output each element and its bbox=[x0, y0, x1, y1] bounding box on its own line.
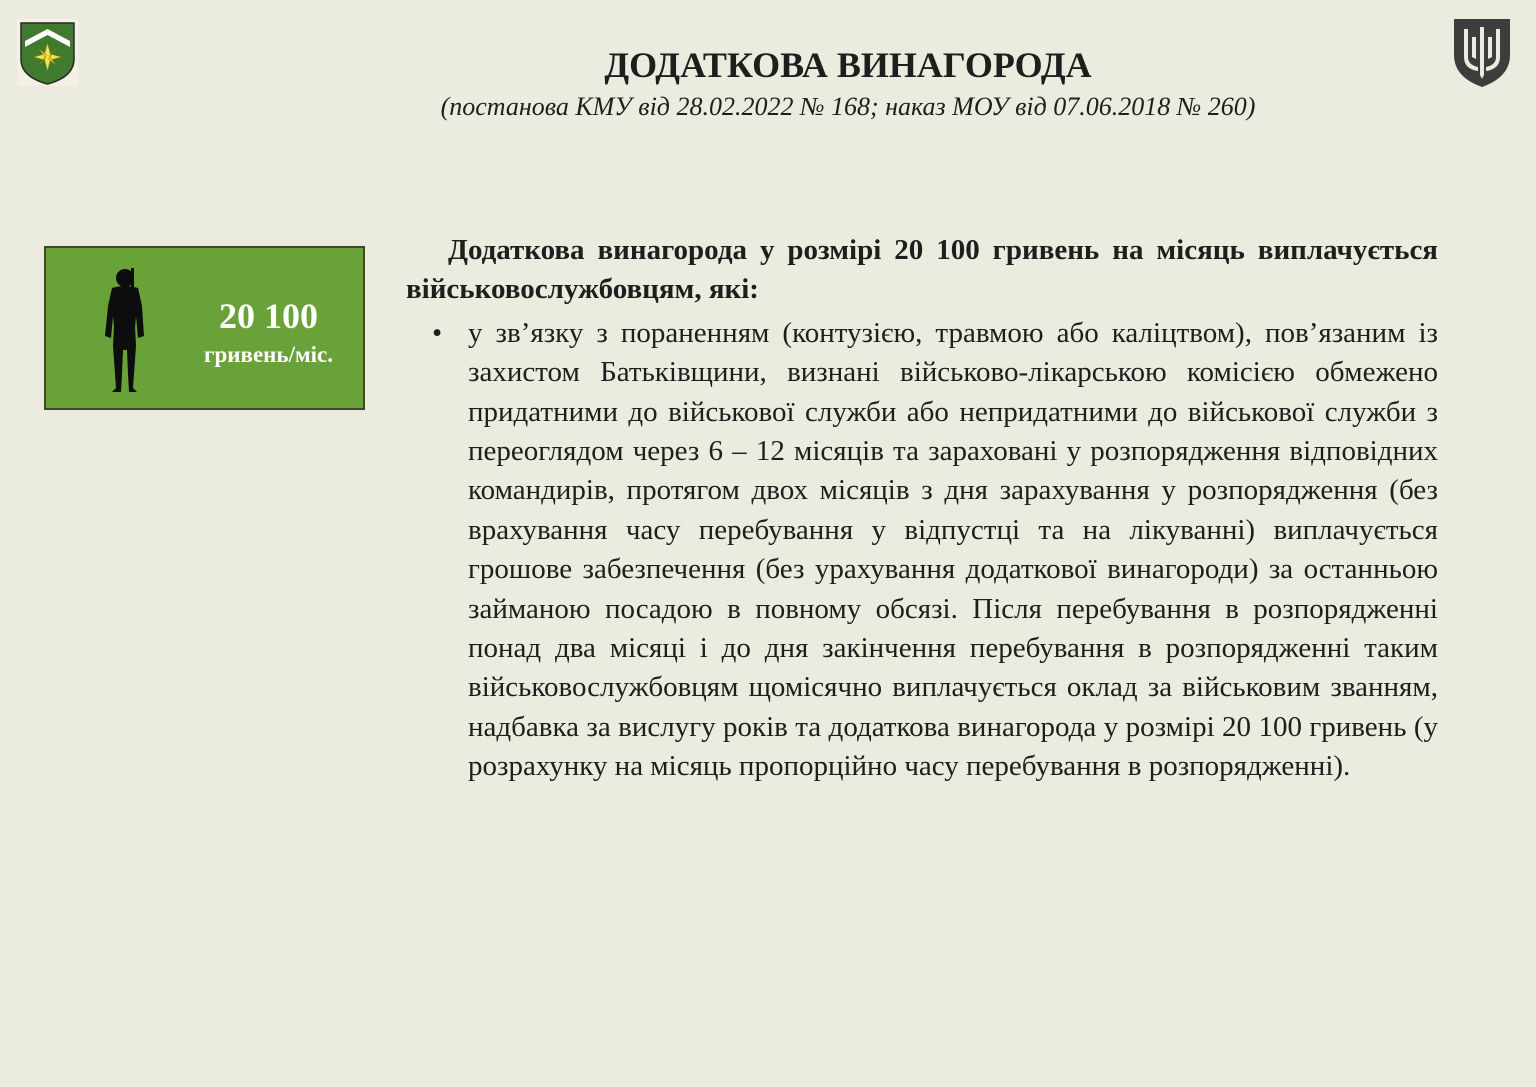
list-item bbox=[406, 314, 1438, 787]
main-content bbox=[406, 231, 1438, 787]
amount-unit: гривень/міс. bbox=[204, 342, 333, 367]
lead-paragraph: Додаткова винагорода у розмірі 20 100 гривень на місяць виплачується військовослужбовцям, які: bbox=[406, 234, 1438, 306]
amount-badge bbox=[44, 246, 365, 410]
list-item-text: у зв’язку з пораненням (контузією, травмою або каліцтвом), пов’язаним із захистом Батьківщини, визнані військово-лікарською комісією обмежено придатними до військової служби або непридатними до військової служби з переоглядом через 6 – 12 місяців та зараховані у розпорядження відповідних командирів, протягом двох місяців з дня зарахування у розпорядження (без врахування часу перебування у відпустці та на лікуванні) виплачується грошове забезпечення (без урахування додаткової винагороди) за останньою займаною посадою в повному обсязі. Після перебування в розпорядженні понад два місяці і до дня закінчення перебування в розпорядженні таким військовослужбовцям щомісячно виплачується оклад за військовим званням, надбавка за вислугу років та додаткова винагорода у розмірі 20 100 гривень (у розрахунку на місяць пропорційно часу перебування в розпорядженні). bbox=[468, 316, 1438, 783]
page-title: ДОДАТКОВА ВИНАГОРОДА bbox=[604, 45, 1092, 85]
amount-value: 20 100 bbox=[219, 296, 318, 336]
conditions-list bbox=[406, 314, 1438, 787]
soldier-silhouette-icon bbox=[100, 266, 150, 394]
bullet-icon: • bbox=[432, 316, 443, 349]
tryzub-icon bbox=[1452, 17, 1512, 89]
page-subtitle: (постанова КМУ від 28.02.2022 № 168; наказ МОУ від 07.06.2018 № 260) bbox=[440, 92, 1256, 121]
unit-emblem-icon bbox=[17, 19, 78, 86]
slide-header bbox=[300, 44, 1396, 122]
